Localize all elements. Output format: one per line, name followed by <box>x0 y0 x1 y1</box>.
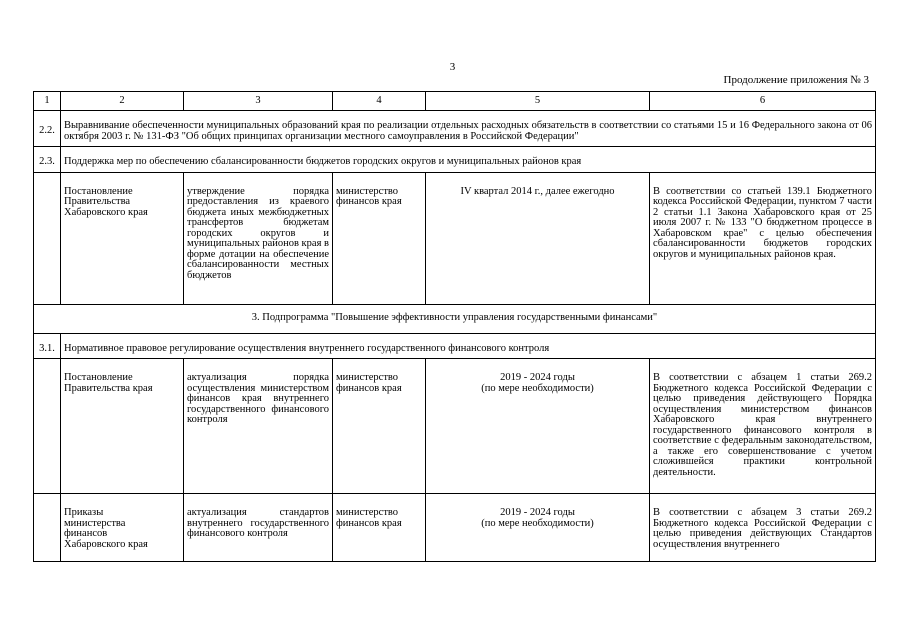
deadline: 2019 - 2024 годы (по мере необходимости) <box>426 494 650 562</box>
program-measures-table <box>33 91 876 562</box>
responsible-executor: министерство финансов края <box>333 359 426 494</box>
subprogram-row <box>34 304 876 333</box>
section-row-2-3 <box>34 147 876 173</box>
justification: В соответствии с абзацем 3 статьи 269.2 Бюджетного кодекса Российской Федерации с целью приведения действующих Стандартов осуществления внутреннего <box>650 494 876 562</box>
column-number: 1 <box>34 92 61 111</box>
column-number: 6 <box>650 92 876 111</box>
justification: В соответствии с абзацем 1 статьи 269.2 Бюджетного кодекса Российской Федерации с целью приведения действующего Порядка осуществления министерством финансов Хабаровского края внутреннего государственного финансового контроля в соответствие с федеральным законодательством, а также его совершенствование с учетом сложившейся практики контрольной деятельности. <box>650 359 876 494</box>
column-number: 2 <box>61 92 184 111</box>
responsible-executor: министерство финансов края <box>333 494 426 562</box>
section-title: Поддержка мер по обеспечению сбалансированности бюджетов городских округов и муниципальных районов края <box>61 147 876 173</box>
item-number <box>34 494 61 562</box>
measure-row <box>34 172 876 304</box>
measure-row <box>34 359 876 494</box>
subprogram-title: 3. Подпрограмма "Повышение эффективности управления государственными финансами" <box>34 304 876 333</box>
column-number: 5 <box>426 92 650 111</box>
item-number: 3.1. <box>34 333 61 359</box>
measure-content: актуализация стандартов внутреннего государственного финансового контроля <box>184 494 333 562</box>
section-title: Нормативное правовое регулирование осуществления внутреннего государственного финансового контроля <box>61 333 876 359</box>
document-type: Приказы министерства финансов Хабаровского края <box>61 494 184 562</box>
column-number: 4 <box>333 92 426 111</box>
measure-row <box>34 494 876 562</box>
document-type: Постановление Правительства Хабаровского края <box>61 172 184 304</box>
section-row-3-1 <box>34 333 876 359</box>
column-number: 3 <box>184 92 333 111</box>
measure-content: актуализация порядка осуществления министерством финансов края внутреннего государственного финансового контроля <box>184 359 333 494</box>
deadline: 2019 - 2024 годы (по мере необходимости) <box>426 359 650 494</box>
justification: В соответствии со статьей 139.1 Бюджетного кодекса Российской Федерации, пунктом 7 части 2 статьи 1.1 Закона Хабаровского края от 25 июля 2007 г. № 133 "О бюджетном процессе в Хабаровском крае" с целью обеспечения сбалансированности бюджетов городских округов и муниципальных районов края. <box>650 172 876 304</box>
deadline: IV квартал 2014 г., далее ежегодно <box>426 172 650 304</box>
document-type: Постановление Правительства края <box>61 359 184 494</box>
item-number <box>34 172 61 304</box>
responsible-executor: министерство финансов края <box>333 172 426 304</box>
continuation-label: Продолжение приложения № 3 <box>723 74 869 86</box>
measure-content: утверждение порядка предоставления из краевого бюджета иных межбюджетных трансфертов бюджетам городских округов и муниципальных районов края в форме дотации на обеспечение сбалансированности местных бюджетов <box>184 172 333 304</box>
page-number: 3 <box>449 61 456 73</box>
item-number: 2.2. <box>34 111 61 147</box>
section-title: Выравнивание обеспеченности муниципальных образований края по реализации отдельных расходных обязательств в соответствии со статьями 15 и 16 Федерального закона от 06 октября 2003 г. № 131-ФЗ "Об общих принципах организации местного самоуправления в Российской Федерации" <box>61 111 876 147</box>
section-row-2-2 <box>34 111 876 147</box>
column-number-row <box>34 92 876 111</box>
item-number <box>34 359 61 494</box>
item-number: 2.3. <box>34 147 61 173</box>
